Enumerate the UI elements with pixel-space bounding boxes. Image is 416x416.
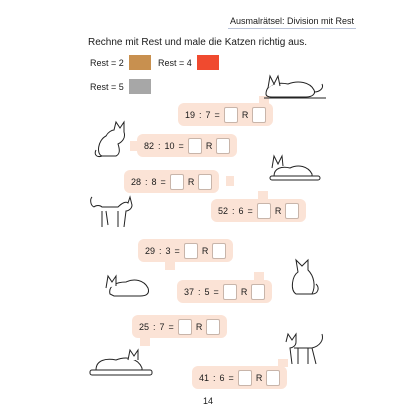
equals-sign: =	[213, 286, 219, 297]
equals-sign: =	[168, 321, 174, 332]
rest-label: R	[205, 140, 213, 151]
task-bubble-5	[138, 239, 233, 262]
instruction-text: Rechne mit Rest und male die Katzen richtig aus.	[88, 37, 307, 48]
task-bubble-8	[192, 366, 287, 389]
equals-sign: =	[174, 245, 180, 256]
task-bubble-6	[177, 280, 272, 303]
legend-swatch	[197, 55, 219, 70]
legend-swatch	[129, 55, 151, 70]
page-number: 14	[202, 396, 213, 406]
rest-label: R	[241, 109, 249, 120]
divisor: 6	[219, 372, 225, 383]
dividend: 82	[144, 140, 155, 151]
task-bubble-3	[124, 170, 219, 193]
dividend: 29	[145, 245, 156, 256]
division-sign: :	[158, 140, 161, 151]
quotient-box[interactable]	[238, 370, 252, 386]
cat-standing-2[interactable]	[282, 330, 328, 370]
rest-box[interactable]	[285, 203, 299, 219]
task-bubble-7	[132, 315, 227, 338]
rest-box[interactable]	[212, 243, 226, 259]
bubble-tail	[254, 272, 264, 280]
dividend: 25	[139, 321, 150, 332]
quotient-box[interactable]	[257, 203, 271, 219]
legend-rest-5	[90, 79, 151, 94]
task-bubble-1	[178, 103, 273, 126]
rest-box[interactable]	[266, 370, 280, 386]
rest-label: R	[240, 286, 248, 297]
dividend: 28	[131, 176, 142, 187]
header-title: Ausmalrätsel: Division mit Rest	[229, 16, 354, 26]
quotient-box[interactable]	[188, 138, 202, 154]
rest-box[interactable]	[198, 174, 212, 190]
dividend: 37	[184, 286, 195, 297]
rest-box[interactable]	[251, 284, 265, 300]
quotient-box[interactable]	[170, 174, 184, 190]
divisor: 5	[204, 286, 210, 297]
legend-rest-4	[158, 55, 219, 70]
quotient-box[interactable]	[178, 319, 192, 335]
bubble-tail	[165, 262, 175, 270]
rest-label: R	[255, 372, 263, 383]
rest-box[interactable]	[206, 319, 220, 335]
division-sign: :	[153, 321, 156, 332]
task-bubble-4	[211, 199, 306, 222]
dividend: 41	[199, 372, 210, 383]
rest-label: R	[274, 205, 282, 216]
equals-sign: =	[160, 176, 166, 187]
header-rule	[228, 28, 356, 29]
division-sign: :	[199, 109, 202, 120]
cat-standing-1[interactable]	[88, 193, 134, 229]
dividend: 52	[218, 205, 229, 216]
bubble-tail	[258, 191, 268, 199]
quotient-box[interactable]	[184, 243, 198, 259]
equals-sign: =	[178, 140, 184, 151]
rest-box[interactable]	[252, 107, 266, 123]
task-bubble-2	[137, 134, 237, 157]
divisor: 8	[151, 176, 157, 187]
bubble-tail	[226, 176, 234, 186]
rest-label: R	[195, 321, 203, 332]
division-sign: :	[232, 205, 235, 216]
legend-label: Rest = 5	[90, 81, 124, 92]
legend-label: Rest = 2	[90, 57, 124, 68]
bubble-tail	[130, 141, 138, 151]
cat-lying-2[interactable]	[264, 152, 324, 184]
quotient-box[interactable]	[224, 107, 238, 123]
quotient-box[interactable]	[223, 284, 237, 300]
cat-lying-4[interactable]	[88, 344, 154, 378]
legend-swatch	[129, 79, 151, 94]
legend-label: Rest = 4	[158, 57, 192, 68]
rest-label: R	[201, 245, 209, 256]
division-sign: :	[145, 176, 148, 187]
division-sign: :	[213, 372, 216, 383]
rest-box[interactable]	[216, 138, 230, 154]
divisor: 7	[205, 109, 211, 120]
equals-sign: =	[247, 205, 253, 216]
cat-sitting-2[interactable]	[286, 254, 322, 298]
cat-lying-3[interactable]	[104, 268, 154, 298]
cat-sitting-1[interactable]	[92, 118, 130, 160]
divisor: 7	[159, 321, 165, 332]
division-sign: :	[198, 286, 201, 297]
equals-sign: =	[228, 372, 234, 383]
dividend: 19	[185, 109, 196, 120]
divisor: 6	[238, 205, 244, 216]
divisor: 3	[165, 245, 171, 256]
division-sign: :	[159, 245, 162, 256]
rest-label: R	[187, 176, 195, 187]
cat-lying-1[interactable]	[262, 70, 326, 100]
legend-rest-2	[90, 55, 151, 70]
equals-sign: =	[214, 109, 220, 120]
divisor: 10	[164, 140, 175, 151]
